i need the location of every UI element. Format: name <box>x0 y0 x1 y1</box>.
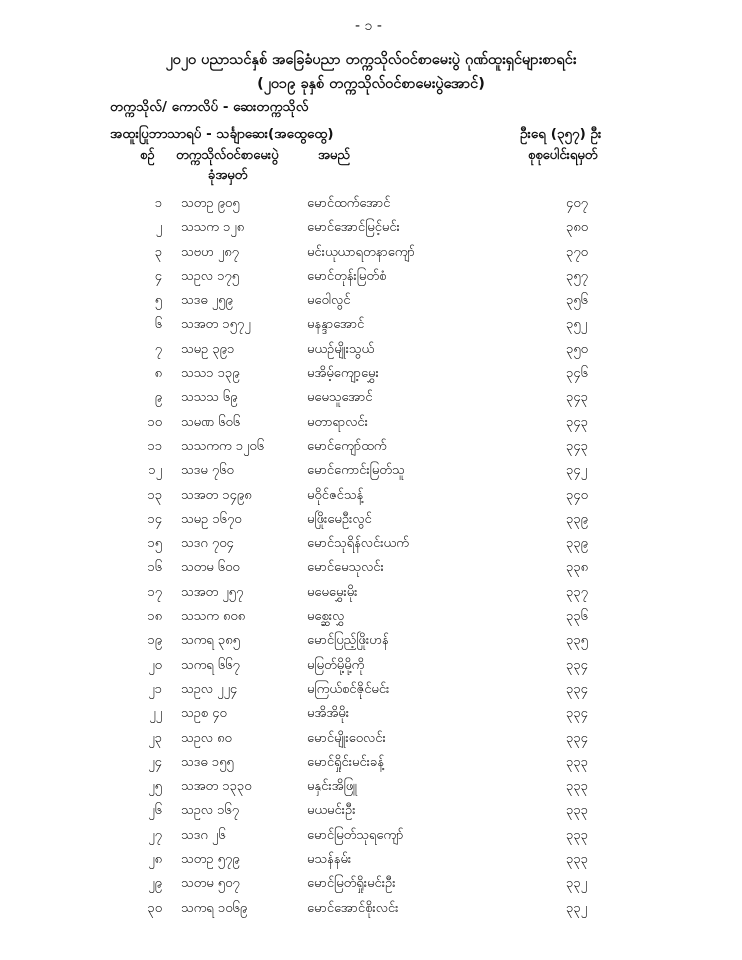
roll-number: သသ၁ ၁၃၉ <box>181 366 240 382</box>
roll-number: သသသ ၆၉ <box>181 390 238 406</box>
table-row <box>0 459 742 483</box>
table-row <box>0 678 742 702</box>
roll-number: သကရ ၃၈၅ <box>181 633 240 649</box>
roll-number: သတဥ ၉၀၅ <box>181 196 240 211</box>
total-marks: ၃၅၂ <box>566 317 588 333</box>
header-roll-number: တက္ကသိုလ်ဝင်စာမေးပွဲ <box>176 148 279 163</box>
row-number: ၁ <box>154 196 162 211</box>
student-name: မောင်မေသုလင်း <box>307 560 384 576</box>
row-number: ၂၃ <box>148 730 162 746</box>
student-name: မောင်ကျော်ထက် <box>307 438 387 454</box>
table-row <box>0 362 742 386</box>
total-marks: ၃၇၀ <box>566 244 588 260</box>
table-row <box>0 751 742 775</box>
table-row <box>0 265 742 289</box>
total-marks: ၃၄၀ <box>566 487 588 503</box>
total-marks: ၃၄၃ <box>566 414 588 430</box>
total-marks: ၃၃၆ <box>566 609 588 625</box>
specialization-line: အထူးပြုဘာသာရပ် - သင်္ချာဆေး(အထွေထွေ) <box>110 126 334 142</box>
row-number: ၁၂ <box>148 463 162 479</box>
row-number: ၂၇ <box>148 827 162 843</box>
student-name: မအိအိမိုး <box>307 706 350 722</box>
table-row <box>0 848 742 872</box>
table-row <box>0 581 742 605</box>
roll-number: သတဥ ၅၇၉ <box>181 852 240 868</box>
row-number: ၂၂ <box>149 706 162 722</box>
student-name: မသန်နမ်း <box>307 852 352 868</box>
total-marks: ၃၃၄ <box>566 730 588 746</box>
table-row <box>0 338 742 362</box>
document-title: ၂၀၂၀ ပညာသင်နှစ် အခြေခံပညာ တက္ကသိုလ်ဝင်စာမေးပွဲ ဂုဏ်ထူးရှင်များစာရင်း <box>165 52 577 68</box>
university-line: တက္ကသိုလ်/ ကောလိပ် - ဆေးတက္ကသိုလ် <box>110 99 309 115</box>
row-number: ၁၀ <box>147 414 162 430</box>
header-name: အမည် <box>318 148 350 163</box>
row-number: ၁၈ <box>147 609 162 625</box>
row-number: ၂၆ <box>148 803 162 819</box>
roll-number: သကရ ၆၆၇ <box>181 657 240 673</box>
total-marks: ၃၃၄ <box>566 657 588 673</box>
row-number: ၁၆ <box>147 560 162 576</box>
roll-number: သဒဓ ၂၅၉ <box>181 293 233 309</box>
student-name: မဝိုင်ဇင်သန့် <box>307 487 364 503</box>
table-row <box>0 411 742 435</box>
student-name: မောင်ထက်အောင် <box>307 196 391 211</box>
roll-number: သဒမ ၇၆၀ <box>181 463 234 479</box>
student-name: မမေမွှေးမိုး <box>307 584 358 600</box>
roll-number: သအတ ၁၅၇၂ <box>181 317 251 333</box>
total-marks: ၃၃၂ <box>566 876 588 892</box>
roll-number: သဥလ ၁၆၇ <box>181 803 240 819</box>
student-name: မောင်မြတ်ရှိုးမင်းဦး <box>307 876 396 892</box>
table-row <box>0 484 742 508</box>
row-number: ၁၃ <box>147 487 162 503</box>
student-name: မမြတ်မို့မို့ကို <box>307 657 365 673</box>
student-name: မဝေါလွင် <box>307 293 351 309</box>
row-number: ၁၇ <box>147 584 162 600</box>
header-total-marks: စုစုပေါင်းရမှတ် <box>528 148 598 163</box>
roll-number: သဒဂ ၇၀၄ <box>181 536 234 552</box>
page-number: - ၁ - <box>355 18 382 34</box>
roll-number: သတမ ၅၀၇ <box>181 876 240 892</box>
row-number: ၂၄ <box>148 754 162 770</box>
student-name: မယဉ်မျိုးသွယ် <box>307 341 375 357</box>
roll-number: သမဥ ၃၉၁ <box>181 341 235 357</box>
total-marks: ၃၃၈ <box>566 560 589 576</box>
total-marks: ၃၃၃ <box>566 754 588 770</box>
roll-number: သဥလ ၈၀ <box>181 730 232 746</box>
total-marks: ၃၃၃ <box>566 779 588 795</box>
student-name: မောင်ကောင်းမြတ်သူ <box>307 463 405 479</box>
table-row <box>0 872 742 896</box>
total-marks: ၃၄၂ <box>566 463 588 479</box>
row-number: ၂၉ <box>148 876 162 892</box>
student-name: မောင်ပြည့်ဖြိုးဟန် <box>307 633 389 649</box>
quota-line: ဦးရေ (၃၅၇) ဦး <box>520 126 602 142</box>
student-name: မောင်မြတ်သုရကျော် <box>307 827 404 843</box>
table-row <box>0 727 742 751</box>
row-number: ၂၁ <box>148 681 162 697</box>
roll-number: သမဥ ၁၆၇၀ <box>181 511 242 527</box>
table-row <box>0 629 742 653</box>
roll-number: သကရ ၁၀၆၉ <box>181 900 248 916</box>
row-number: ၇ <box>154 341 162 357</box>
table-row <box>0 532 742 556</box>
roll-number: သအတ ၁၄၉၈ <box>181 487 252 503</box>
total-marks: ၃၅၇ <box>566 268 588 284</box>
roll-number: သအတ ၁၃၃၀ <box>181 779 252 795</box>
roll-number: သသက ၈၀၈ <box>181 609 246 625</box>
row-number: ၄ <box>154 268 162 284</box>
total-marks: ၃၃၅ <box>566 633 588 649</box>
row-number: ၅ <box>154 293 162 309</box>
row-number: ၁၁ <box>147 438 162 454</box>
roll-number: သမဏ ၆၀၆ <box>181 414 241 430</box>
table-row <box>0 216 742 240</box>
table-row <box>0 654 742 678</box>
header-no: စဉ် <box>140 148 155 163</box>
roll-number: သသကက ၁၂၀၆ <box>181 438 265 454</box>
table-row <box>0 508 742 532</box>
total-marks: ၃၃၉ <box>566 511 588 527</box>
total-marks: ၃၃၃ <box>566 827 588 843</box>
student-name: မဖြိုးမေဦးလွင် <box>307 511 372 527</box>
total-marks: ၃၈၀ <box>566 220 589 236</box>
row-number: ၂၈ <box>148 852 162 868</box>
total-marks: ၃၄၃ <box>566 390 588 406</box>
table-row <box>0 241 742 265</box>
total-marks: ၃၃၄ <box>566 706 588 722</box>
table-row <box>0 702 742 726</box>
row-number: ၈ <box>154 366 162 382</box>
student-name: မယမင်းဦး <box>307 803 356 819</box>
student-name: မနှင်းအိဖြူ <box>307 779 357 795</box>
student-name: မတာရာလင်း <box>307 414 368 430</box>
row-number: ၃ <box>154 244 162 260</box>
roll-number: သဒဂ ၂၆ <box>181 827 226 843</box>
row-number: ၆ <box>154 317 162 333</box>
student-name: မောင်မျိုးဝေလင်း <box>307 730 386 746</box>
roll-number: သတမ ၆၀၀ <box>181 560 240 576</box>
total-marks: ၃၃၃ <box>566 852 588 868</box>
row-number: ၂၅ <box>148 779 162 795</box>
table-row <box>0 386 742 410</box>
total-marks: ၃၅၀ <box>566 341 588 357</box>
total-marks: ၃၄၆ <box>566 366 588 382</box>
row-number: ၃၀ <box>147 900 162 916</box>
total-marks: ၃၃၉ <box>566 536 588 552</box>
roll-number: သဥလ ၁၇၅ <box>181 268 240 284</box>
student-name: မကြယ်စင်ဇိုင်မင်း <box>307 681 390 697</box>
row-number: ၁၅ <box>147 536 162 552</box>
table-row <box>0 605 742 629</box>
table-row <box>0 824 742 848</box>
student-name: မောင်တုန်းမြတ်စံ <box>307 268 387 284</box>
student-name: မစ္ဆေးလွှ <box>307 609 345 625</box>
student-name: မအိမ့်ကျော့မွှေး <box>307 366 379 382</box>
row-number: ၂ <box>155 220 162 236</box>
row-number: ၁၉ <box>147 633 162 649</box>
student-name: မောင်အောင်စိုးလင်း <box>307 900 399 916</box>
total-marks: ၃၅၆ <box>566 293 588 309</box>
total-marks: ၃၄၃ <box>566 438 588 454</box>
student-name: မင်းယုယာရတနာကျော် <box>307 244 415 260</box>
table-row <box>0 556 742 580</box>
student-name: မောင်သုရိန်လင်းယက် <box>307 536 409 552</box>
roll-number: သဒဓ ၁၅၅ <box>181 754 234 770</box>
roll-number: သဗဟ ၂၈၇ <box>181 244 239 260</box>
row-number: ၉ <box>154 390 162 406</box>
table-row <box>0 799 742 823</box>
student-name: မောင်ရှိုင်းမင်းခန့် <box>307 754 384 770</box>
table-row <box>0 435 742 459</box>
total-marks: ၄၀၇ <box>566 196 588 211</box>
table-row <box>0 313 742 337</box>
results-table <box>0 192 742 921</box>
student-name: မနန္ဒာအောင် <box>307 317 365 333</box>
table-row <box>0 289 742 313</box>
table-row <box>0 192 742 216</box>
roll-number: သဥလ ၂၂၄ <box>181 681 238 697</box>
student-name: မောင်အောင်မြင့်မင်း <box>307 220 400 236</box>
header-roll-number-line2: ခုံအမှတ် <box>208 168 248 183</box>
roll-number: သဥစ ၄၀ <box>181 706 227 722</box>
row-number: ၁၄ <box>147 511 162 527</box>
total-marks: ၃၃၄ <box>566 681 588 697</box>
roll-number: သသက ၁၂၈ <box>181 220 245 236</box>
table-row <box>0 897 742 921</box>
roll-number: သအတ ၂၅၇ <box>181 584 244 600</box>
total-marks: ၃၃၂ <box>566 900 588 916</box>
total-marks: ၃၃၇ <box>566 584 588 600</box>
row-number: ၂၀ <box>148 657 162 673</box>
document-subtitle: (၂၀၁၉ ခုနှစ် တက္ကသိုလ်ဝင်စာမေးပွဲအောင်) <box>257 76 485 92</box>
student-name: မမေသူအောင် <box>307 390 373 406</box>
table-row <box>0 775 742 799</box>
total-marks: ၃၃၃ <box>566 803 588 819</box>
